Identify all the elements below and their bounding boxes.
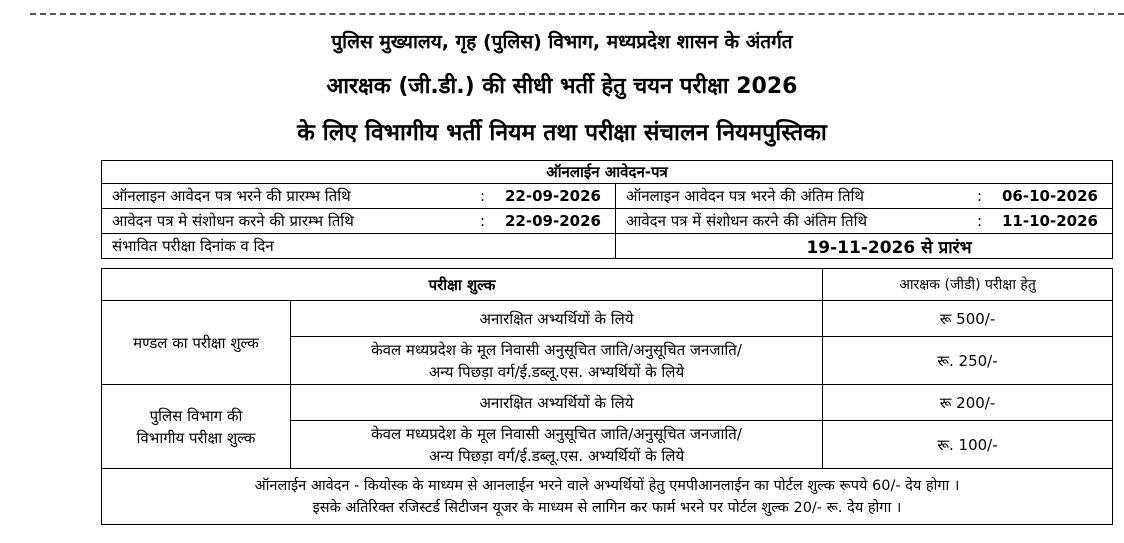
fee-group-name-line: पुलिस विभाग की: [149, 406, 243, 425]
fee-category-line: केवल मध्यप्रदेश के मूल निवासी अनुसूचित जाति/अनुसूचित जनजाति/: [371, 424, 742, 443]
schedule-title: ऑनलाईन आवेदन-पत्र: [102, 161, 1113, 184]
fee-header-left: परीक्षा शुल्क: [102, 269, 823, 301]
start-date-label: ऑनलाइन आवेदन पत्र भरने की प्रारम्भ तिथि: [112, 187, 351, 205]
colon: :: [976, 187, 982, 205]
fee-footer-line: ऑनलाईन आवेदन - कियोस्क के माध्यम से आनलाईन भरने वाले अभ्यर्थियों हेतु एमपीआनलाईन का पोर्टल शुल्क रूपये 60/- देय होगा ।: [254, 477, 960, 494]
schedule-row: [102, 234, 1113, 259]
header-line-2: आरक्षक (जी.डी.) की सीधी भर्ती हेतु चयन परीक्षा 2026: [326, 74, 798, 99]
schedule-cell: [102, 184, 616, 209]
colon: :: [479, 212, 485, 230]
fee-footer-line: इसके अतिरिक्त रजिस्टर्ड सिटीजन यूजर के माध्यम से लागिन कर फार्म भरने पर पोर्टल शुल्क 20/- रू. देय होगा ।: [312, 499, 902, 516]
fee-group-name: [102, 385, 291, 469]
schedule-row: [102, 184, 1113, 209]
edit-start-value: 22-09-2026: [505, 212, 601, 230]
fee-category-line: केवल मध्यप्रदेश के मूल निवासी अनुसूचित जाति/अनुसूचित जनजाति/: [371, 340, 742, 359]
fee-category: अनारक्षित अभ्यर्थियों के लिये: [291, 385, 823, 421]
edit-start-label: आवेदन पत्र मे संशोधन करने की प्रारम्भ तिथि: [112, 212, 354, 230]
schedule-cell: [616, 184, 1113, 209]
edit-end-label: आवेदन पत्र में संशोधन करने की अंतिम तिथि: [626, 212, 868, 230]
fee-category-line: अन्य पिछड़ा वर्ग/ई.डब्लू.एस. अभ्यर्थियों के लिये: [428, 362, 685, 381]
header-line-3: के लिए विभागीय भर्ती नियम तथा परीक्षा संचालन नियमपुस्तिका: [297, 120, 827, 146]
fee-group-name: मण्डल का परीक्षा शुल्क: [102, 301, 291, 385]
fee-group-name-line: विभागीय परीक्षा शुल्क: [136, 428, 256, 447]
fee-category: [291, 337, 823, 385]
end-date-label: ऑनलाइन आवेदन पत्र भरने की अंतिम तिथि: [626, 187, 864, 205]
fee-table: [101, 268, 1113, 525]
exam-date-label: संभावित परीक्षा दिनांक व दिन: [102, 234, 616, 259]
fee-amount: रू. 250/-: [823, 337, 1113, 385]
edit-end-value: 11-10-2026: [1002, 212, 1098, 230]
top-dashed-divider: [30, 13, 1124, 15]
fee-row: [102, 301, 1113, 337]
fee-amount: रू. 100/-: [823, 421, 1113, 469]
start-date-value: 22-09-2026: [505, 187, 601, 205]
header-line-1: पुलिस मुख्यालय, गृह (पुलिस) विभाग, मध्यप्रदेश शासन के अंतर्गत: [331, 31, 793, 53]
colon: :: [479, 187, 485, 205]
schedule-title-row: [102, 161, 1113, 184]
fee-header-row: [102, 269, 1113, 301]
fee-category: अनारक्षित अभ्यर्थियों के लिये: [291, 301, 823, 337]
schedule-cell: [102, 209, 616, 234]
colon: :: [976, 212, 982, 230]
fee-row: [102, 385, 1113, 421]
exam-date-value: 19-11-2026 से प्रारंभ: [616, 234, 1113, 259]
fee-footer: [102, 469, 1113, 525]
fee-category: [291, 421, 823, 469]
end-date-value: 06-10-2026: [1002, 187, 1098, 205]
schedule-table: [101, 160, 1113, 259]
fee-amount: रू 500/-: [823, 301, 1113, 337]
schedule-row: [102, 209, 1113, 234]
schedule-cell: [616, 209, 1113, 234]
fee-footer-row: [102, 469, 1113, 525]
fee-header-right: आरक्षक (जीडी) परीक्षा हेतु: [823, 269, 1113, 301]
fee-amount: रू 200/-: [823, 385, 1113, 421]
fee-category-line: अन्य पिछड़ा वर्ग/ई.डब्लू.एस. अभ्यर्थियों के लिये: [428, 446, 685, 465]
